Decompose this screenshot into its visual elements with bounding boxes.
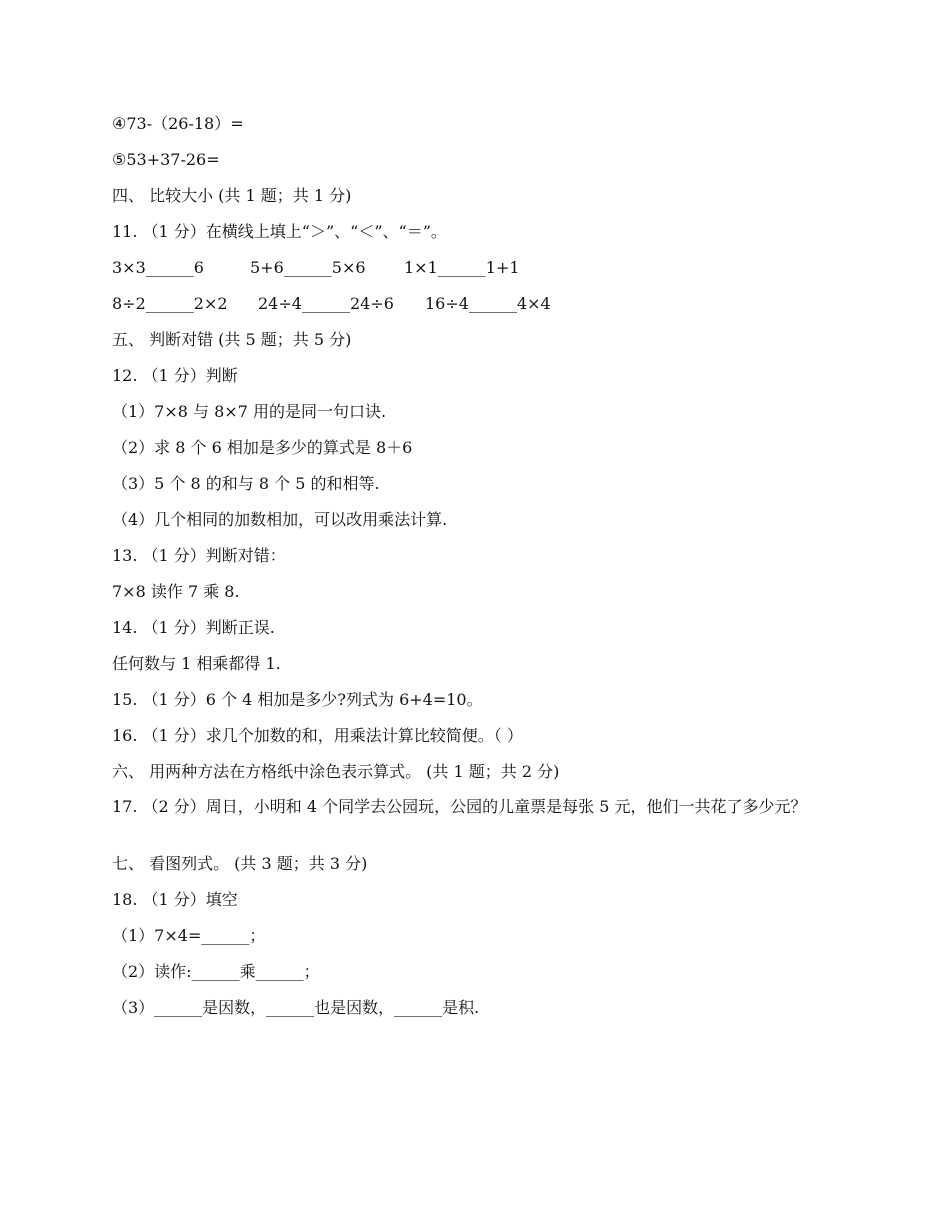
question-13-body: 7×8 读作 7 乘 8. (112, 582, 240, 601)
compare-item: 5+6______5×6 (250, 258, 366, 277)
question-15: 15. （1 分）6 个 4 相加是多少?列式为 6+4=10。 (112, 690, 483, 709)
compare-item: 24÷4______24÷6 (258, 294, 394, 313)
question-12-part-1: （1）7×8 与 8×7 用的是同一句口诀. (112, 402, 387, 421)
question-14: 14. （1 分）判断正误. (112, 618, 275, 637)
question-16: 16. （1 分）求几个加数的和，用乘法计算比较简便。（ ） (112, 726, 523, 745)
question-18: 18. （1 分）填空 (112, 890, 238, 909)
section-4-heading: 四、 比较大小 (共 1 题；共 1 分) (112, 186, 352, 205)
compare-item: 1×1______1+1 (404, 258, 520, 277)
question-11: 11. （1 分）在横线上填上“＞”、“＜”、“＝”。 (112, 222, 447, 241)
question-17: 17. （2 分）周日，小明和 4 个同学去公园玩，公园的儿童票是每张 5 元，他们一共花了多少元？ (112, 797, 807, 816)
question-18-part-2: （2）读作:______乘______； (112, 962, 320, 981)
question-12-part-4: （4）几个相同的加数相加，可以改用乘法计算. (112, 510, 448, 529)
compare-item: 16÷4______4×4 (425, 294, 551, 313)
exercise-4: ④73-（26-18）= (112, 114, 244, 133)
section-5-heading: 五、 判断对错 (共 5 题；共 5 分) (112, 330, 352, 349)
section-7-heading: 七、 看图列式。 (共 3 题；共 3 分) (112, 854, 368, 873)
question-12: 12. （1 分）判断 (112, 366, 238, 385)
question-13: 13. （1 分）判断对错： (112, 546, 286, 565)
exercise-5: ⑤53+37-26= (112, 150, 220, 169)
compare-item: 3×3______6 (112, 258, 204, 277)
question-18-part-1: （1）7×4=______； (112, 926, 266, 945)
section-6-heading: 六、 用两种方法在方格纸中涂色表示算式。 (共 1 题；共 2 分) (112, 762, 560, 781)
compare-item: 8÷2______2×2 (112, 294, 228, 313)
question-12-part-2: （2）求 8 个 6 相加是多少的算式是 8＋6 (112, 438, 413, 457)
question-12-part-3: （3）5 个 8 的和与 8 个 5 的和相等. (112, 474, 380, 493)
question-18-part-3: （3）______是因数，______也是因数，______是积. (112, 998, 480, 1017)
question-14-body: 任何数与 1 相乘都得 1. (112, 654, 281, 673)
